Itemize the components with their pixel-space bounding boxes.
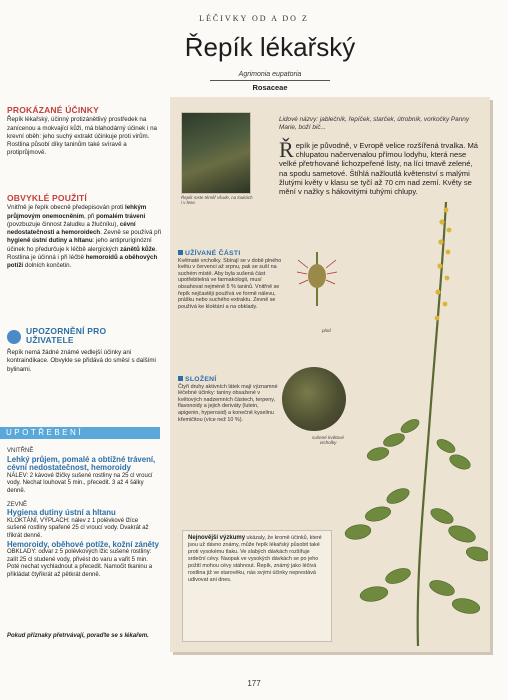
running-header: LÉČIVKY OD A DO Z (199, 14, 309, 23)
warning-section (7, 349, 162, 374)
plant-description: Řepík je původně, v Evropě velice rozšířená trvalka. Má chlupatou načervenalou přímou lodyhu, která nese velké přetrhované lichozpeřené listy, na líci tmavě zelené, na spodu sametové. Štíhlá nažloutlá květenství s malými žlutými květy v klasu se tyčí až 70 cm nad zemí. Květy se mění v nažky s hákovitými tuhými chlupy. (279, 137, 479, 197)
habitat-photo-caption: Řepík roste téměř všude, na loukách i v lese. (181, 195, 253, 205)
drop-cap: Ř (279, 137, 294, 162)
habitat-photo (181, 112, 251, 194)
usage-text: Vnitřně je řepík obecně předepisován proti lehkým průjmovým onemocněním, při pomalém trávení (povzbuzuje činnost žaludku a žlučníku), cévní nedostatečnosti a hemoroidech. Zevně se používá při hygieně ústní dutiny a hltanu: jeho antipruriginózní účinek ho předurčuje k léčbě alergických zánětů kůže. Rostlina je účinná i při léčbě hemoroidů a oběhových potíží dolních končetin. (7, 204, 162, 270)
uses-heading-1: Lehký průjem, pomalé a obtížné trávení, cévní nedostatečnost, hemoroidy (7, 454, 156, 473)
used-parts-text: Květnaté vrcholky. Sbírají se v době plného květu v červenci až srpnu, pak se suší na suchém místě. Aby byla sušená část upotřebitelná ve farmakologii, musí obsahovat nejméně 5 % taninů. Vnitřně se řepík nejčastěji používá ve formě nálevu, prášku nebo suchého extraktu. Zevně se používá ke kloktání a na obklady. (178, 257, 282, 310)
latin-name: Agrimonia eupatoria (210, 71, 330, 81)
used-parts-section (178, 250, 286, 310)
uses-cat-internal: VNITŘNĚ (7, 448, 34, 454)
plant-family: Rosaceae (252, 83, 288, 92)
dried-tops-image (282, 367, 346, 431)
composition-section (178, 376, 278, 423)
uses-heading-3: Hemoroidy, oběhové potíže, kožní záněty (7, 539, 159, 549)
research-box: Nejnovější výzkumy ukázaly, že kromě účinků, které jsou už dávno známy, může řepík lékařský působit také proti vysokému tlaku. Ve slabých dávkách rozšiřuje srdeční cévy. Naopak ve vysokých dávkách se po jeho požití mohou cévy stáhnout. Řepík, známý jako léčivá rostlina již ve starověku, nás svými účinky neprestává udivovat ani dnes. (182, 530, 332, 642)
fruit-illustration (296, 250, 338, 308)
warning-icon (7, 330, 21, 344)
warning-heading: UPOZORNĚNÍ PRO UŽIVATELE (26, 326, 107, 345)
warning-heading-wrap (26, 327, 146, 347)
effects-text: Řepík lékařský, účinný protizánětlivý prostředek na zanícenou a mokvající kůži, má blahodárný účinek i na krevní oběh: jeho suchý extrakt účinkuje proti virům. Rostlina působí díky taninům také svíravě a protiprůjmově. (7, 116, 157, 157)
footnote: Pokud příznaky přetrvávají, poraďte se s lékařem. (7, 633, 149, 639)
uses-text-1: NÁLEV: 2 kávové lžičky sušené rostliny na 25 cl vroucí vody. Nechat louhovat 5 min., přecedit. 3 až 4 šálky denně. (7, 472, 153, 494)
page-number: 177 (247, 679, 261, 688)
agrimony-illustration (338, 196, 488, 650)
fruit-caption: plod (322, 328, 331, 333)
usage-heading: OBVYKLÉ POUŽITÍ (7, 193, 87, 203)
composition-heading: SLOŽENÍ (178, 376, 278, 384)
dried-tops-caption: sušené květové vrcholky (312, 435, 344, 446)
uses-text-3: OBKLADY: odvar z 5 polévkových lžic sušené rostliny: zalít 25 cl studené vody, přivést do varu a vařit 5 min. Poté nechat vychladnout a přecedit. Namočit tkaninu a přikládat čtyřikrát až pětkrát denně. (7, 549, 153, 578)
effects-section (7, 106, 162, 158)
uses-bar: UPOTŘEBENÍ (0, 427, 160, 439)
folk-names: Lidové názvy: jablečník, řepíček, starček, útrobník, vorkočky Panny Marie, boží bič... (279, 116, 470, 131)
uses-text-2: KLOKTÁNÍ, VÝPLACH: nálev z 1 polévkové lžíce sušené rostliny spařené 25 cl vroucí vody. Dvakrát až třikrát denně. (7, 517, 149, 539)
usage-section (7, 194, 162, 271)
uses-heading-2: Hygiena dutiny ústní a hltanu (7, 508, 116, 518)
effects-heading: PROKÁZANÉ ÚČINKY (7, 105, 99, 115)
composition-text: Čtyři druhy aktivních látek mají významné léčebné účinky: taniny obsažené v květových nadzemních částech, terpeny, flavonoidy a jejich deriváty (lutein, apigenin, hyperosid) a konečně kyselinu křemičitou (více než 10 %). (178, 383, 278, 423)
uses-cat-external: ZEVNĚ (7, 501, 28, 508)
used-parts-heading: UŽÍVANÉ ČÁSTI (178, 250, 286, 258)
warning-text: Řepík nemá žádné známé vedlejší účinky ani kontraindikace. Obvykle se přidává do směsí s dalšími bylinami. (7, 349, 156, 373)
uses-section (7, 444, 159, 580)
page-title: Řepík lékařský (184, 32, 356, 62)
